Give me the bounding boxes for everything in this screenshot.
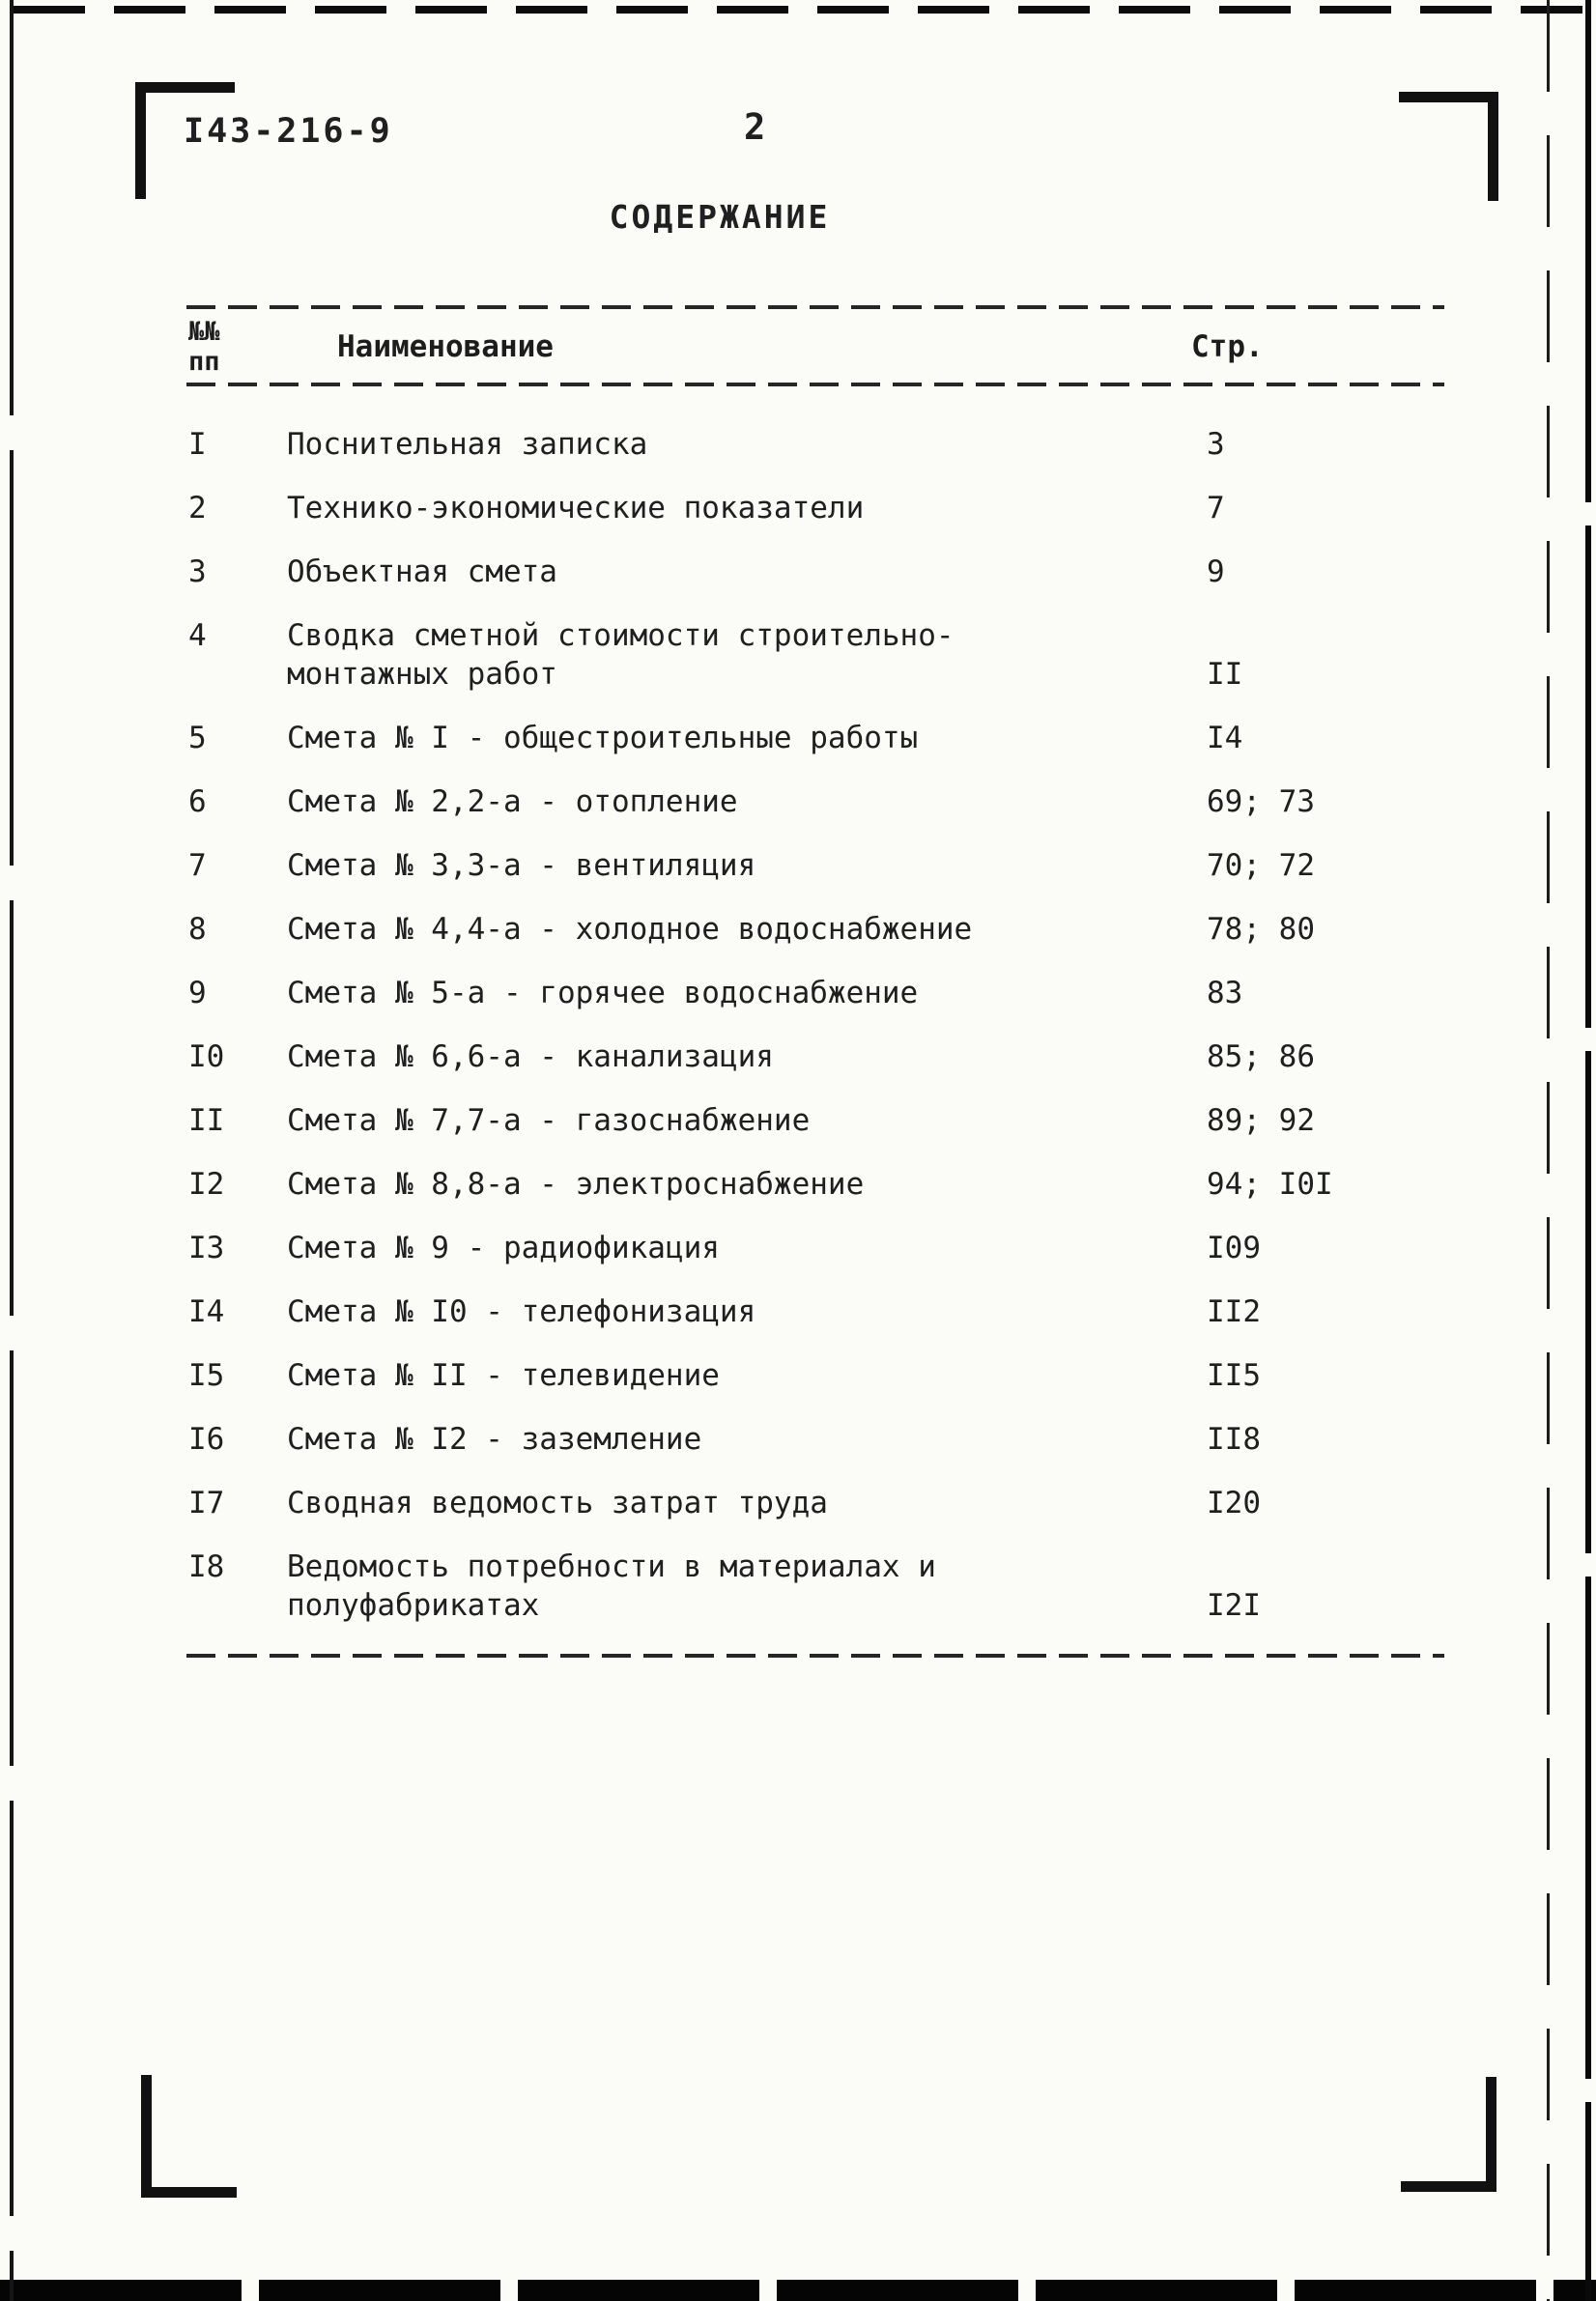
column-header-page: Стр.	[1191, 329, 1264, 364]
row-page: II8	[1207, 1422, 1261, 1457]
row-page: 94; I0I	[1207, 1167, 1333, 1202]
row-title: Смета № I2 - заземление	[287, 1422, 702, 1457]
row-page: 69; 73	[1207, 784, 1315, 819]
row-title: Смета № 8,8-а - электроснабжение	[287, 1167, 865, 1202]
table-rule-bottom	[186, 1654, 1444, 1658]
crop-mark-top-right	[1399, 92, 1498, 201]
crop-mark-bottom-left	[141, 2075, 237, 2198]
row-number: I8	[188, 1549, 225, 1584]
row-number: 2	[188, 491, 207, 526]
row-number: I3	[188, 1231, 225, 1265]
scan-artifact-right-outer-edge	[1585, 0, 1591, 2301]
row-title: Смета № 4,4-а - холодное водоснабжение	[287, 912, 973, 947]
crop-mark-bottom-right	[1401, 2077, 1496, 2192]
table-row	[186, 1356, 1444, 1395]
scan-artifact-left-edge	[10, 0, 14, 2301]
table-row	[186, 1420, 1444, 1459]
row-title: Смета № I - общестроительные работы	[287, 721, 919, 755]
row-page: 78; 80	[1207, 912, 1315, 947]
table-row	[186, 910, 1444, 949]
table-row	[186, 974, 1444, 1012]
table-row	[186, 782, 1444, 821]
row-title: Объектная смета	[287, 554, 557, 589]
row-title: Смета № II - телевидение	[287, 1358, 720, 1393]
toc-table-body	[186, 386, 1444, 1654]
table-row	[186, 425, 1444, 464]
table-row	[186, 1484, 1444, 1522]
row-page: I4	[1207, 721, 1243, 755]
row-page: 70; 72	[1207, 848, 1315, 883]
table-header-row	[186, 309, 1444, 383]
row-title: Смета № 2,2-а - отопление	[287, 784, 738, 819]
table-row	[186, 553, 1444, 591]
row-page: I09	[1207, 1231, 1261, 1265]
column-header-number-line1: №№	[188, 317, 220, 347]
column-header-name: Наименование	[337, 329, 554, 364]
row-title: Сводка сметной стоимости строительно-монтажных работ	[287, 618, 955, 692]
scan-artifact-bottom-edge	[0, 2280, 1596, 2301]
table-row	[186, 1165, 1444, 1204]
doc-number: I43-216-9	[184, 112, 393, 151]
row-page: I20	[1207, 1486, 1261, 1520]
row-page: II5	[1207, 1358, 1261, 1393]
row-title: Смета № 3,3-а - вентиляция	[287, 848, 756, 883]
table-row	[186, 1229, 1444, 1267]
table-row	[186, 1101, 1444, 1140]
column-header-number	[186, 317, 287, 377]
toc-table	[186, 305, 1444, 1658]
row-title: Технико-экономические показатели	[287, 491, 865, 526]
row-number: 3	[188, 554, 207, 589]
scan-artifact-right-inner-edge	[1547, 0, 1550, 2301]
row-number: 9	[188, 976, 207, 1010]
row-title: Смета № 9 - радиофикация	[287, 1231, 720, 1265]
row-number: 8	[188, 912, 207, 947]
row-page: 7	[1207, 491, 1225, 526]
row-page: 3	[1207, 427, 1225, 462]
row-page: II2	[1207, 1294, 1261, 1329]
table-row	[186, 1293, 1444, 1331]
row-page: 89; 92	[1207, 1103, 1315, 1138]
row-title: Смета № 5-а - горячее водоснабжение	[287, 976, 919, 1010]
table-row	[186, 1037, 1444, 1076]
row-title: Сводная ведомость затрат труда	[287, 1486, 828, 1520]
scan-artifact-top-edge	[14, 6, 1582, 14]
table-row	[186, 616, 1444, 694]
row-number: II	[188, 1103, 225, 1138]
table-row	[186, 489, 1444, 527]
row-number: I	[188, 427, 207, 462]
row-number: I6	[188, 1422, 225, 1457]
page-number: 2	[744, 106, 766, 148]
table-row	[186, 719, 1444, 757]
row-number: I2	[188, 1167, 225, 1202]
row-title: Поснительная записка	[287, 427, 648, 462]
row-title: Ведомость потребности в материалах и полуфабрикатах	[287, 1549, 936, 1623]
row-title: Смета № 6,6-а - канализация	[287, 1039, 774, 1074]
row-number: 6	[188, 784, 207, 819]
table-row	[186, 1548, 1444, 1625]
row-number: 5	[188, 721, 207, 755]
row-number: I0	[188, 1039, 225, 1074]
table-row	[186, 846, 1444, 885]
row-number: I5	[188, 1358, 225, 1393]
row-number: 4	[188, 618, 207, 653]
column-header-number-line2: пп	[188, 347, 220, 377]
row-page: 85; 86	[1207, 1039, 1315, 1074]
row-page: 83	[1207, 976, 1243, 1010]
row-number: 7	[188, 848, 207, 883]
row-number: I4	[188, 1294, 225, 1329]
row-page: 9	[1207, 554, 1225, 589]
page-title: СОДЕРЖАНИЕ	[609, 198, 831, 236]
row-title: Смета № I0 - телефонизация	[287, 1294, 756, 1329]
row-page: I2I	[1207, 1588, 1261, 1623]
row-title: Смета № 7,7-а - газоснабжение	[287, 1103, 811, 1138]
row-number: I7	[188, 1486, 225, 1520]
row-page: II	[1207, 657, 1243, 692]
